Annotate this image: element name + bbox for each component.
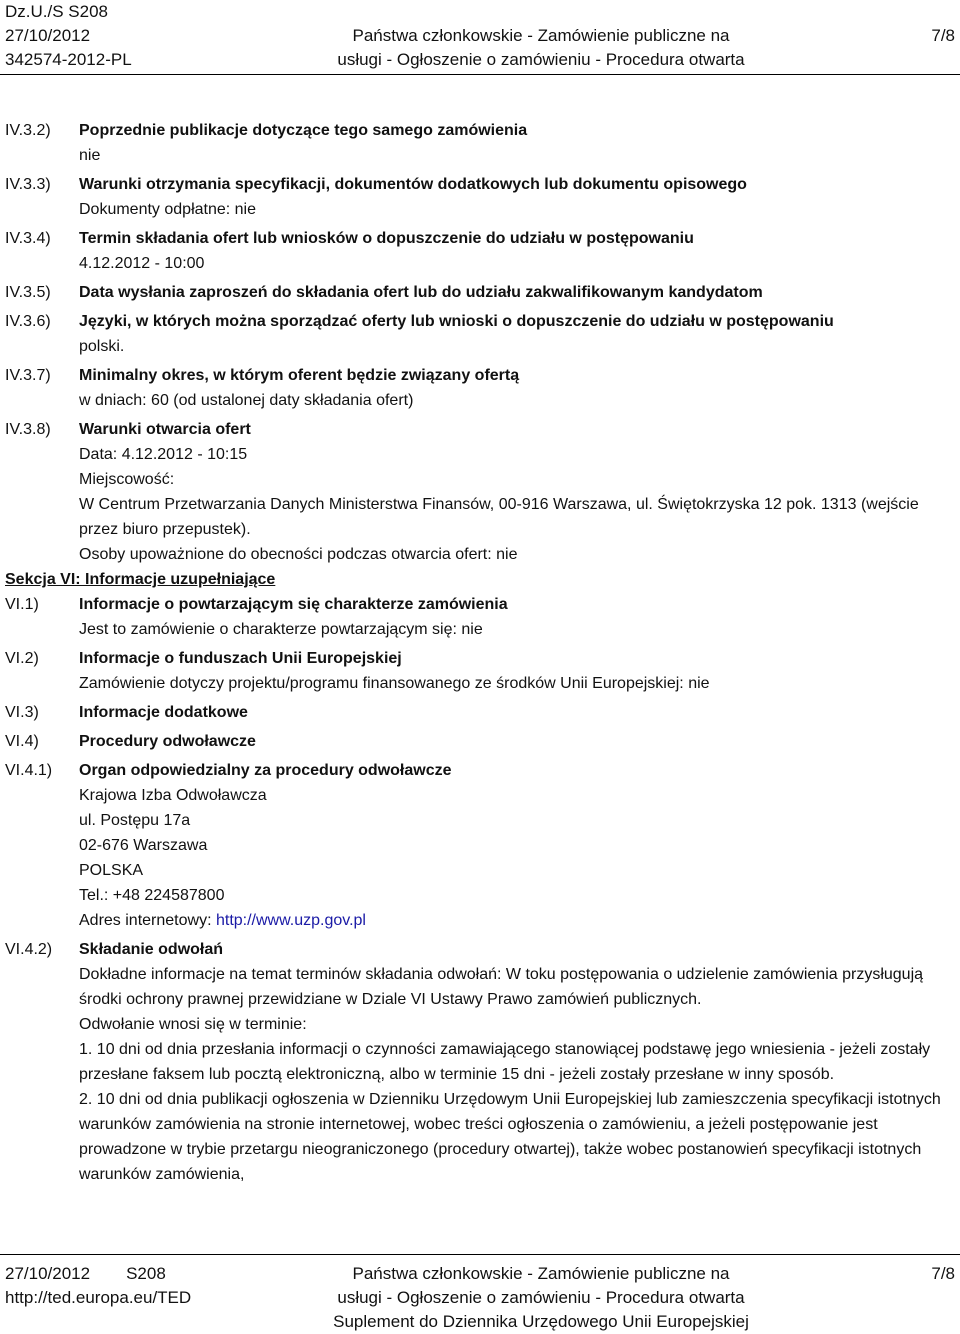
section-heading: Składanie odwołań [79,941,224,958]
section-heading: Języki, w których można sporządzać oferty lub wnioski o dopuszczenie do udziału w postępowaniu [79,313,834,330]
organ-country: POLSKA [79,862,144,879]
header-title-line1: Państwa członkowskie - Zamówienie publiczne na [352,26,730,45]
section-heading: Informacje o powtarzającym się charakterze zamówienia [79,596,508,613]
organ-name: Krajowa Izba Odwoławcza [79,787,267,804]
section-line: polski. [79,338,125,355]
section-number: VI.3) [5,704,39,721]
header-right [931,0,955,48]
section-heading: Poprzednie publikacje dotyczące tego samego zamówienia [79,122,528,139]
section-iv-3-7 [0,363,960,413]
section-heading: Procedury odwoławcze [79,733,256,750]
section-iv-3-8 [0,417,960,567]
section-heading: Data wysłania zaproszeń do składania ofert lub do udziału zakwalifikowanym kandydatom [79,284,763,301]
section-vi-4-1 [0,758,960,933]
header-ref: 342574-2012-PL [5,50,132,69]
organ-street: ul. Postępu 17a [79,812,191,829]
footer-line1: Państwa członkowskie - Zamówienie publiczne na [352,1264,730,1283]
header-left [5,0,132,72]
header-title-line2: usługi - Ogłoszenie o zamówieniu - Procedura otwarta [337,50,745,69]
section-iv-3-3 [0,172,960,222]
web-link[interactable]: http://www.uzp.gov.pl [215,912,366,929]
section-iv-3-4 [0,226,960,276]
section-heading: Organ odpowiedzialny za procedury odwoławcze [79,762,452,779]
section-number: VI.4.1) [5,762,53,779]
section-number: IV.3.4) [5,230,51,247]
section-paragraph: Odwołanie wnosi się w terminie: [79,1016,307,1033]
footer-date: 27/10/2012 [5,1264,91,1283]
section-number: VI.2) [5,650,39,667]
section-number: VI.1) [5,596,39,613]
footer-site: http://ted.europa.eu/TED [5,1288,192,1307]
section-line: w dniach: 60 (od ustalonej daty składania ofert) [79,392,414,409]
section-number: IV.3.6) [5,313,51,330]
header-date: 27/10/2012 [5,26,91,45]
section-paragraph: 2. 10 dni od dnia publikacji ogłoszenia w Dzienniku Urzędowym Unii Europejskiej lub zamieszczenia specyfikacji istotnych warunków zamówienia na stronie internetowej, wobec treści ogłoszenia o zamówieniu, a jeżeli postępowanie jest prowadzone w trybie przetargu nieograniczonego (procedury otwartej), także wobec postanowień specyfikacji istotnych warunków zamówienia, [79,1091,941,1183]
section-number: IV.3.2) [5,122,51,139]
section-paragraph: 1. 10 dni od dnia przesłania informacji o czynności zamawiającego stanowiącej podstawę jego wniesienia - jeżeli zostały przesłane faksem lub pocztą elektroniczną, albo w terminie 15 dni - jeżeli zostały przesłane w inny sposób. [79,1041,931,1083]
section-number: IV.3.8) [5,421,51,438]
section-line: Zamówienie dotyczy projektu/programu finansowanego ze środków Unii Europejskiej: nie [79,675,710,692]
section-iv-3-2 [0,118,960,168]
header-title [318,0,764,72]
section-number: IV.3.7) [5,367,51,384]
organ-city: 02-676 Warszawa [79,837,208,854]
section-heading: Informacje dodatkowe [79,704,248,721]
footer-line3: Suplement do Dziennika Urzędowego Unii Europejskiej [333,1312,749,1331]
section-line: W Centrum Przetwarzania Danych Ministerstwa Finansów, 00-916 Warszawa, ul. Świętokrzyska 12 pok. 1313 (wejście przez biuro przepustek). [79,496,919,538]
web-label: Adres internetowy: [79,912,212,929]
footer-left [5,1262,191,1310]
section-vi-2 [0,646,960,696]
section-paragraph: Dokładne informacje na temat terminów składania odwołań: W toku postępowania o udzielenie zamówienia przysługują środki ochrony prawnej przewidziane w Dziale VI Ustawy Prawo zamówień publicznych. [79,966,924,1008]
section-heading: Minimalny okres, w którym oferent będzie związany ofertą [79,367,520,384]
section-number: VI.4.2) [5,941,53,958]
section-vi-4 [0,729,960,754]
section-line: 4.12.2012 - 10:00 [79,255,205,272]
section-line: Data: 4.12.2012 - 10:15 [79,446,248,463]
footer-divider [0,1254,960,1255]
organ-phone: Tel.: +48 224587800 [79,887,225,904]
footer-title [300,1262,782,1334]
section-heading: Warunki otwarcia ofert [79,421,251,438]
section-line: Jest to zamówienie o charakterze powtarzającym się: nie [79,621,483,638]
section-heading: Termin składania ofert lub wniosków o dopuszczenie do udziału w postępowaniu [79,230,694,247]
section-line: Miejscowość: [79,471,175,488]
section-line: Osoby upoważnione do obecności podczas otwarcia ofert: nie [79,546,518,563]
section-vi-4-2 [0,937,960,1187]
section-heading: Warunki otrzymania specyfikacji, dokumentów dodatkowych lub dokumentu opisowego [79,176,747,193]
section-iv-3-6 [0,309,960,359]
footer-line2: usługi - Ogłoszenie o zamówieniu - Procedura otwarta [337,1288,745,1307]
header-page: 7/8 [931,26,955,45]
footer-right [931,1262,955,1286]
section-line: nie [79,147,101,164]
section-number: VI.4) [5,733,39,750]
section-number: IV.3.5) [5,284,51,301]
section-heading: Informacje o funduszach Unii Europejskiej [79,650,402,667]
section-line: Dokumenty odpłatne: nie [79,201,256,218]
section-vi-title: Sekcja VI: Informacje uzupełniające [5,571,276,588]
header-journal: Dz.U./S S208 [5,2,108,21]
footer-page: 7/8 [931,1264,955,1283]
section-number: IV.3.3) [5,176,51,193]
page-header [0,0,960,74]
section-iv-3-5 [0,280,960,305]
header-divider [0,74,960,75]
organ-web [79,908,942,933]
document-body [0,118,960,1187]
footer-series: S208 [126,1264,166,1283]
section-vi-1 [0,592,960,642]
section-vi-3 [0,700,960,725]
